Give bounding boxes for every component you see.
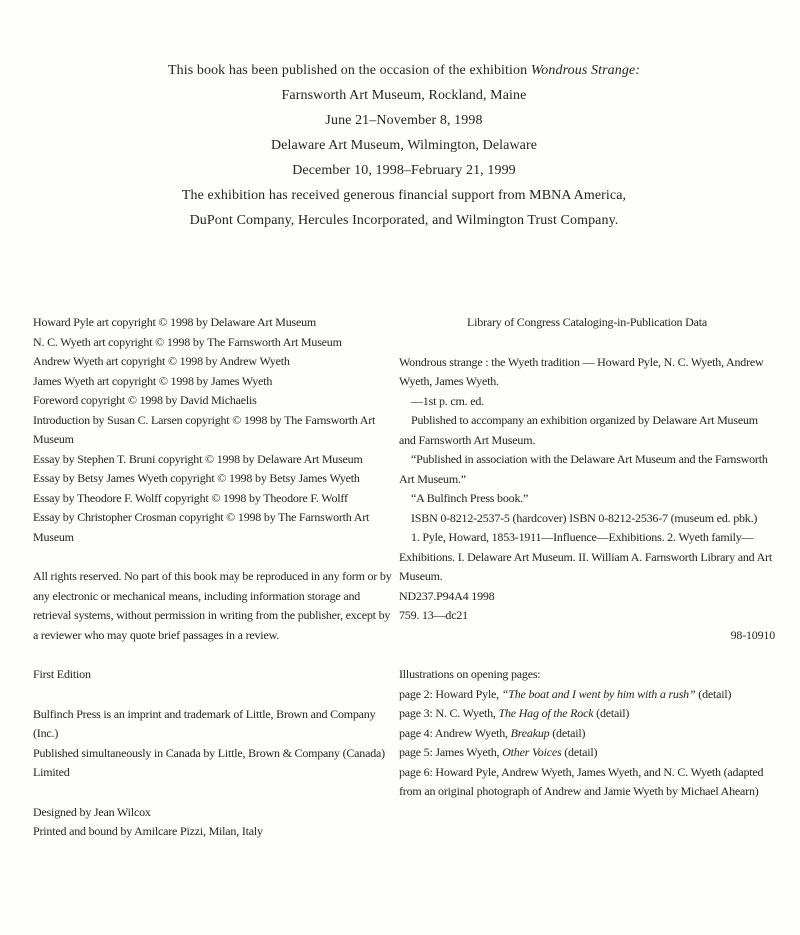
text-line: N. C. Wyeth art copyright © 1998 by The Farnsworth Art Museum xyxy=(33,334,342,349)
cip-body xyxy=(399,353,775,802)
text-line: ND237.P94A4 1998 xyxy=(399,588,495,603)
text-line: Essay by Stephen T. Bruni copyright © 1998 by Delaware Art Museum xyxy=(33,451,363,466)
text-line: Foreword copyright © 1998 by David Michaelis xyxy=(33,393,257,407)
text-line: December 10, 1998–February 21, 1999 xyxy=(292,163,516,178)
text-line: page 5: James Wyeth, Other Voices (detail) xyxy=(399,745,598,759)
text-line: All rights reserved. No part of this book may be reproduced in any form or by any electronic or mechanical means, including information storage and retrieval systems, without permission in writing from the publisher, except by a reviewer who may quote brief passages in a review. xyxy=(33,569,392,642)
text-line: Wondrous strange : the Wyeth tradition — Howard Pyle, N. C. Wyeth, Andrew Wyeth, James Wyeth. xyxy=(399,354,764,388)
text-line: June 21–November 8, 1998 xyxy=(325,113,483,128)
text-line: First Edition xyxy=(33,667,91,681)
text-line: The exhibition has received generous financial support from MBNA America, xyxy=(181,188,627,203)
text-line: Designed by Jean Wilcox xyxy=(33,804,151,819)
text-line: Published to accompany an exhibition organized by Delaware Art Museum and Farnsworth Art Museum. xyxy=(399,413,758,447)
text-line: page 3: N. C. Wyeth, The Hag of the Rock (detail) xyxy=(399,706,630,720)
text-line: 98-10910 xyxy=(730,627,775,642)
text-line: Published simultaneously in Canada by Little, Brown & Company (Canada) Limited xyxy=(33,745,385,779)
text-line: page 6: Howard Pyle, Andrew Wyeth, James Wyeth, and N. C. Wyeth (adapted from an original photograph of Andrew and Jamie Wyeth by Michael Ahearn) xyxy=(399,764,764,798)
text-line: Illustrations on opening pages: xyxy=(399,667,541,681)
text-line: ISBN 0-8212-2537-5 (hardcover) ISBN 0-8212-2536-7 (museum ed. pbk.) xyxy=(411,510,758,525)
text-line: Printed and bound by Amilcare Pizzi, Milan, Italy xyxy=(33,824,263,838)
cip-header: Library of Congress Cataloging-in-Publication Data xyxy=(467,315,707,329)
text-line: 1. Pyle, Howard, 1853-1911—Influence—Exhibitions. 2. Wyeth family—Exhibitions. I. Delaware Art Museum. II. William A. Farnsworth Library and Art Museum. xyxy=(399,530,772,583)
text-line: Delaware Art Museum, Wilmington, Delaware xyxy=(270,138,538,153)
text-line: Introduction by Susan C. Larsen copyright © 1998 by The Farnsworth Art Museum xyxy=(33,412,376,446)
text-line: Essay by Theodore F. Wolff copyright © 1998 by Theodore F. Wolff xyxy=(33,490,348,505)
text-line: page 4: Andrew Wyeth, Breakup (detail) xyxy=(399,725,586,740)
text-line: This book has been published on the occasion of the exhibition Wondrous Strange: xyxy=(167,63,640,78)
text-line: Bulfinch Press is an imprint and trademark of Little, Brown and Company (Inc.) xyxy=(33,706,376,740)
text-line: Essay by Christopher Crosman copyright © 1998 by The Farnsworth Art Museum xyxy=(33,510,370,544)
text-line: James Wyeth art copyright © 1998 by James Wyeth xyxy=(33,373,273,388)
copyright-column xyxy=(33,313,393,842)
exhibition-statement xyxy=(33,58,775,233)
text-line: Essay by Betsy James Wyeth copyright © 1998 by Betsy James Wyeth xyxy=(33,471,360,485)
text-line: DuPont Company, Hercules Incorporated, and Wilmington Trust Company. xyxy=(189,213,619,228)
text-line: Howard Pyle art copyright © 1998 by Delaware Art Museum xyxy=(33,315,317,329)
text-line: Farnsworth Art Museum, Rockland, Maine xyxy=(281,88,527,103)
text-line: “A Bulfinch Press book.” xyxy=(411,491,529,505)
cataloging-column xyxy=(399,313,775,802)
text-line: Andrew Wyeth art copyright © 1998 by Andrew Wyeth xyxy=(33,354,290,368)
text-line: —1st p. cm. ed. xyxy=(411,393,484,408)
text-line: 759. 13—dc21 xyxy=(399,608,468,622)
text-line: “Published in association with the Delaware Art Museum and the Farnsworth Art Museum.” xyxy=(399,452,768,486)
two-column-area xyxy=(33,313,775,842)
text-line: page 2: Howard Pyle, “The boat and I went by him with a rush” (detail) xyxy=(399,686,732,701)
